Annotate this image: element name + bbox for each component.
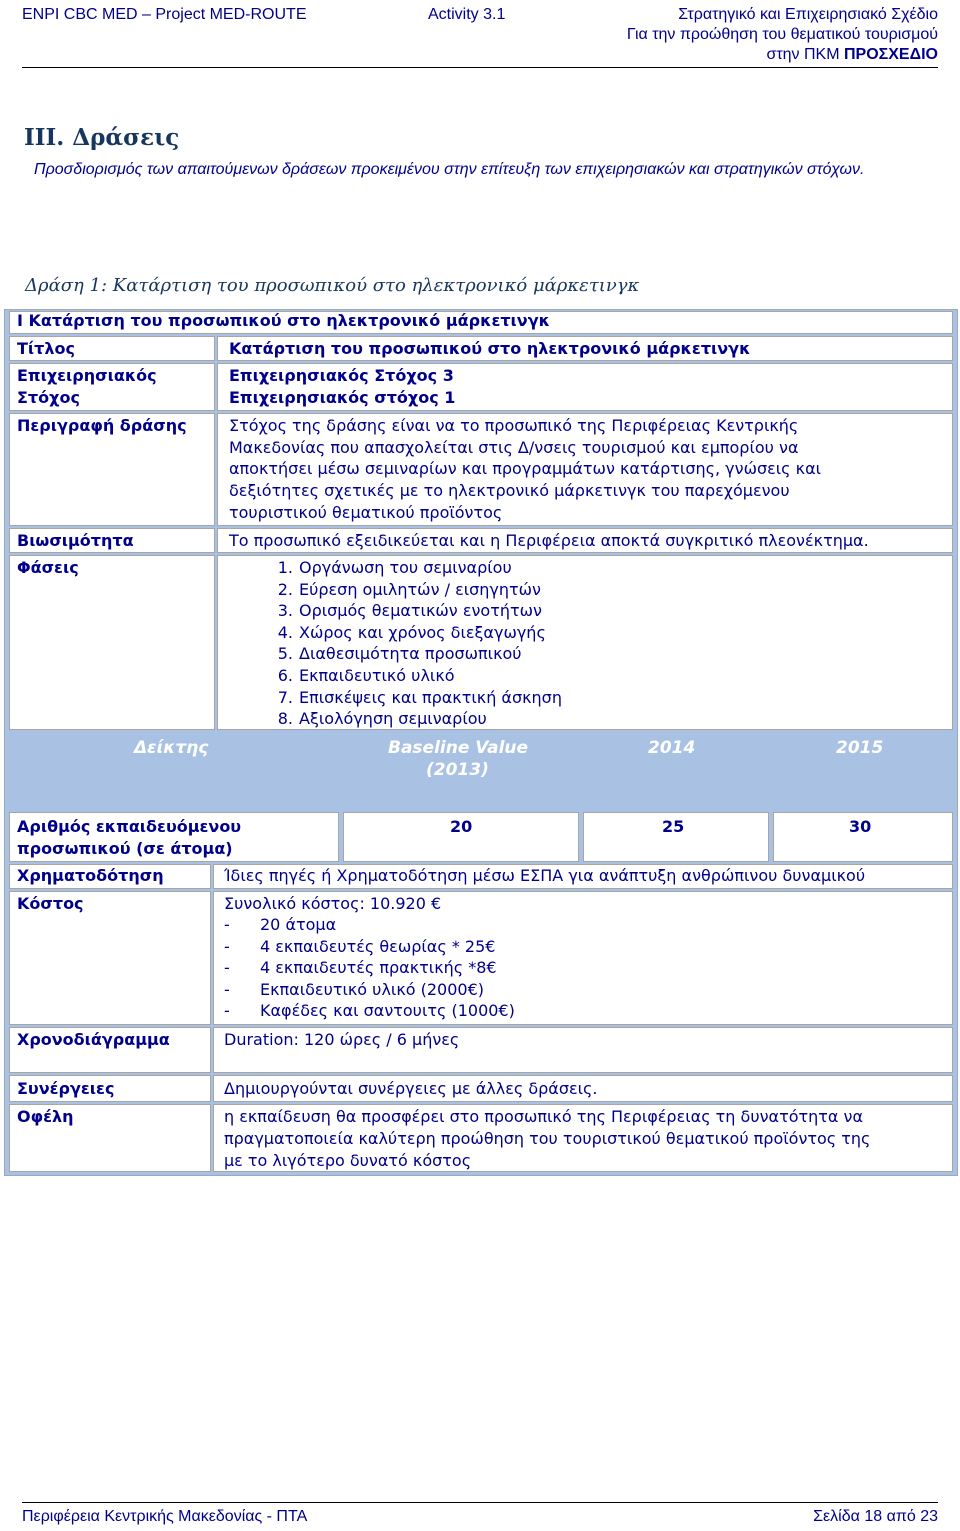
section-description: Προσδιορισμός των απαιτούμενων δράσεων προκειμένου στην επίτευξη των επιχειρησιακών και στρατηγικών στόχων. <box>34 161 865 178</box>
list-item: 1. Οργάνωση του σεμιναρίου <box>277 558 512 577</box>
goal-label-line2: Στόχος <box>17 388 80 407</box>
phases-label-cell <box>9 555 215 730</box>
benefits-label: Οφέλη <box>17 1107 74 1126</box>
header-plan-title: Στρατηγικό και Επιχειρησιακό Σχέδιο <box>678 6 938 23</box>
list-item: 6. Εκπαιδευτικό υλικό <box>277 665 455 685</box>
phases-label: Φάσεις <box>17 558 79 577</box>
baseline-header: Baseline Value <box>388 738 529 758</box>
title-value: Κατάρτιση του προσωπικού στο ηλεκτρονικό μάρκετινγκ <box>229 339 751 358</box>
goal-value-line2: Επιχειρησιακός στόχος 1 <box>229 388 456 407</box>
funding-label: Χρηματοδότηση <box>17 866 164 885</box>
header-project: ENPI CBC MED – Project MED-ROUTE <box>22 6 307 23</box>
indicator-label-line2: προσωπικού (σε άτομα) <box>17 839 233 858</box>
list-item: - Καφέδες και σαντουιτς (1000€) <box>224 1001 515 1021</box>
benefits-line: η εκπαίδευση θα προσφέρει στο προσωπικό της Περιφέρειας τη δυνατότητα να <box>224 1107 864 1126</box>
list-item: 7. Επισκέψεις και πρακτική άσκηση <box>277 687 562 707</box>
cost-breakdown-list <box>224 914 515 1022</box>
cost-label: Κόστος <box>17 894 84 913</box>
description-line: δεξιότητες σχετικές με το ηλεκτρονικό μάρκετινγκ του παρεχόμενου <box>229 481 790 500</box>
schedule-label: Χρονοδιάγραμμα <box>17 1030 170 1049</box>
description-line: Στόχος της δράσης είναι να το προσωπικό της Περιφέρειας Κεντρικής <box>229 416 799 435</box>
year-2014-value: 25 <box>662 817 685 836</box>
list-item: 2. Εύρεση ομιλητών / εισηγητών <box>277 579 541 599</box>
page-footer <box>22 1502 938 1525</box>
goal-label-line1: Επιχειρησιακός <box>17 366 157 385</box>
description-line: Μακεδονίας που απασχολείται στις Δ/νσεις τουρισμού και εμπορίου να <box>229 438 799 457</box>
header-plan-subtitle: Για την προώθηση του θεματικού τουρισμού <box>626 26 938 43</box>
page-header <box>22 4 938 68</box>
year-2015-header: 2015 <box>836 738 884 758</box>
section-title: III. Δράσεις <box>24 124 180 151</box>
list-item: 8. Αξιολόγηση σεμιναρίου <box>277 709 487 729</box>
synergies-label: Συνέργειες <box>17 1079 115 1098</box>
footer-organization: Περιφέρεια Κεντρικής Μακεδονίας - ΠΤΑ <box>22 1508 308 1525</box>
schedule-value: Duration: 120 ώρες / 6 μήνες <box>224 1030 460 1049</box>
indicator-label-line1: Αριθμός εκπαιδευόμενου <box>17 817 242 836</box>
page-number: Σελίδα 18 από 23 <box>813 1508 938 1525</box>
sustainability-label: Βιωσιμότητα <box>17 531 134 550</box>
baseline-value: 20 <box>450 817 473 836</box>
list-item: - 4 εκπαιδευτές θεωρίας * 25€ <box>224 936 496 956</box>
list-item: 5. Διαθεσιμότητα προσωπικού <box>277 644 522 664</box>
description-label: Περιγραφή δράσης <box>17 416 187 435</box>
draft-label: ΠΡΟΣΧΕΔΙΟ <box>843 46 938 63</box>
list-item: - 20 άτομα <box>224 915 337 934</box>
year-2015-value: 30 <box>849 817 872 836</box>
benefits-line: με το λιγότερο δυνατό κόστος <box>224 1151 472 1170</box>
list-item: - 4 εκπαιδευτές πρακτικής *8€ <box>224 958 497 978</box>
indicator-header: Δείκτης <box>134 738 209 758</box>
list-item: 4. Χώρος και χρόνος διεξαγωγής <box>277 622 546 642</box>
description-line: τουριστικού θεματικού προϊόντος <box>229 503 503 522</box>
year-2014-header: 2014 <box>648 738 696 758</box>
header-activity: Activity 3.1 <box>428 6 506 23</box>
goal-value-line1: Επιχειρησιακός Στόχος 3 <box>229 366 454 385</box>
baseline-year-header: (2013) <box>426 760 489 780</box>
benefits-line: πραγματοποιεία καλύτερη προώθηση του τουριστικού θεματικού προϊόντος της <box>224 1129 871 1148</box>
phases-list <box>263 557 562 730</box>
list-item: - Εκπαιδευτικό υλικό (2000€) <box>224 979 485 999</box>
funding-value: Ίδιες πηγές ή Χρηματοδότηση μέσω ΕΣΠΑ για ανάπτυξη ανθρώπινου δυναμικού <box>224 866 866 885</box>
sustainability-value: Το προσωπικό εξειδικεύεται και η Περιφέρεια αποκτά συγκριτικό πλεονέκτημα. <box>229 531 869 550</box>
cost-total: Συνολικό κόστος: 10.920 € <box>224 894 442 913</box>
title-label: Τίτλος <box>17 339 75 358</box>
table-heading: I Κατάρτιση του προσωπικού στο ηλεκτρονικό μάρκετινγκ <box>17 311 550 330</box>
action-title: Δράση 1: Κατάρτιση του προσωπικού στο ηλεκτρονικό μάρκετινγκ <box>25 275 640 296</box>
description-line: αποκτήσει μέσω σεμιναρίων και προγραμμάτων κατάρτισης, γνώσεις και <box>229 459 822 478</box>
synergies-value: Δημιουργούνται συνέργειες με άλλες δράσεις. <box>224 1079 598 1098</box>
header-plan-scope: στην ΠΚΜ ΠΡΟΣΧΕΔΙΟ <box>766 46 938 63</box>
list-item: 3. Ορισμός θεματικών ενοτήτων <box>277 601 542 621</box>
